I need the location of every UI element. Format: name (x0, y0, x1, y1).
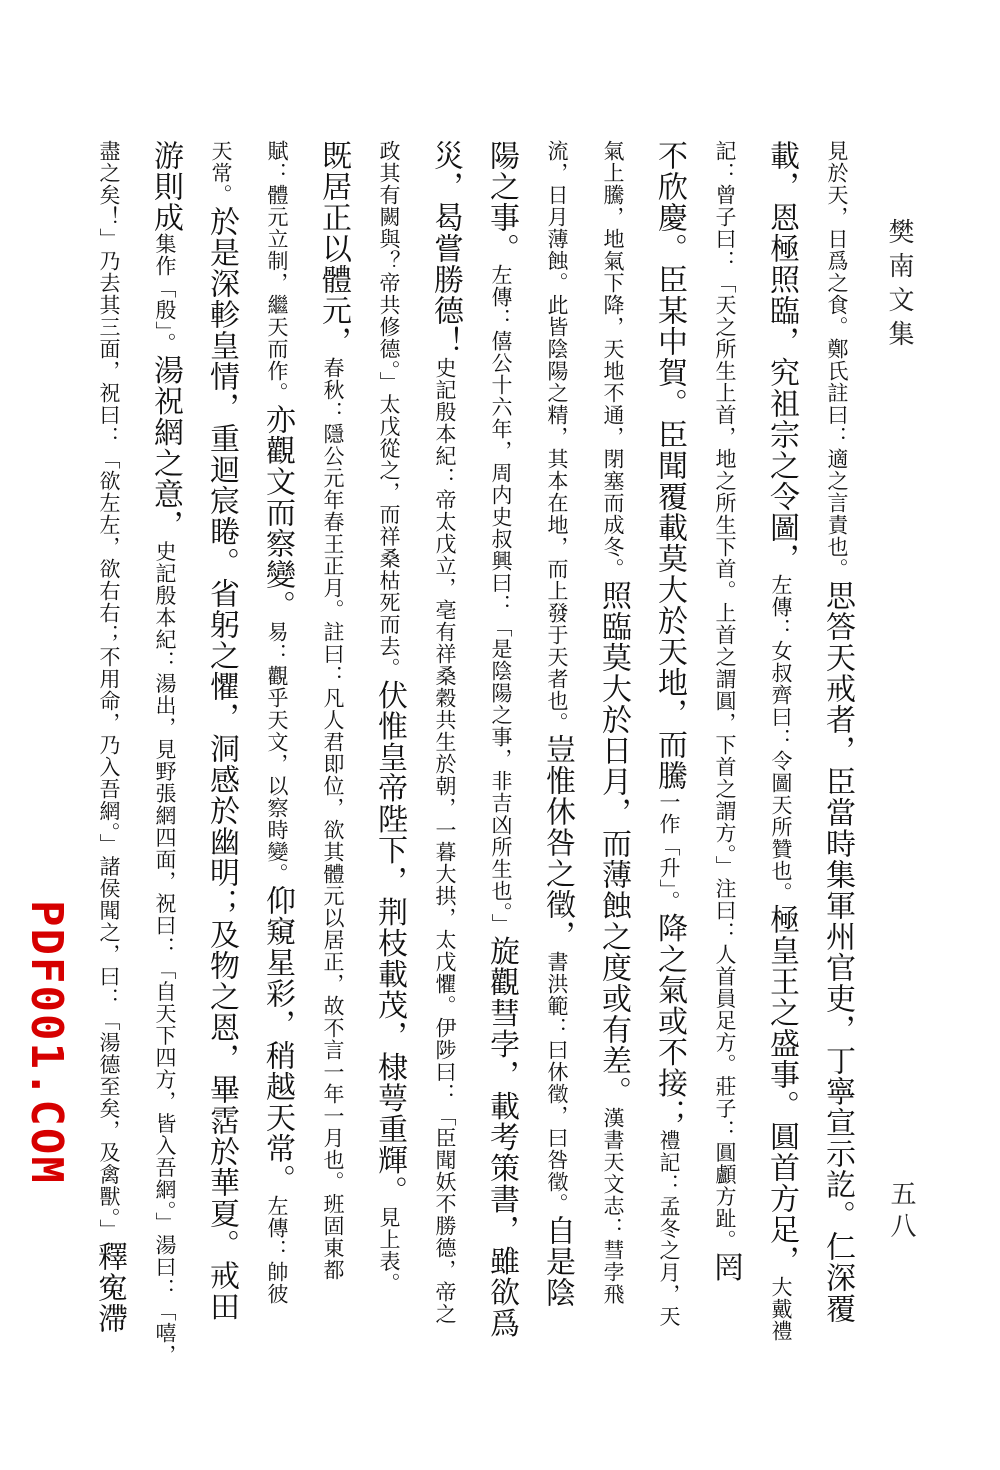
annotation-text: 左傳：帥彼 (265, 1195, 289, 1305)
main-text: 伏惟皇帝陛下，荆枝載茂，棣萼重輝。 (372, 679, 407, 1207)
main-text: 於是深軫皇情，重迴宸睠。省躬之懼，洞感於幽明；及物之恩，畢霑於華夏。戒田 (204, 206, 239, 1322)
annotation-text: 易：觀乎天文，以察時變。 (265, 621, 289, 885)
text-column (305, 140, 361, 1440)
text-column (697, 140, 753, 1440)
text-column (193, 140, 249, 1440)
annotation-text: 一作「升」。 (657, 791, 681, 913)
annotation-text: 流，日月薄蝕。此皆陰陽之精，其本在地，而上發于天者也。 (545, 140, 569, 734)
main-text: 亦觀文而察變。 (260, 404, 295, 621)
main-text: 災，曷嘗勝德！ (428, 140, 463, 357)
annotation-text: 史記殷本紀：湯出，見野張網四面，祝曰：「自天下四方，皆入吾網。」湯曰：「嘻， (153, 540, 177, 1366)
text-column (137, 140, 193, 1440)
main-text: 湯祝網之意， (148, 354, 183, 541)
text-column (809, 140, 865, 1440)
text-column (753, 140, 809, 1440)
annotation-text: 盡之矣！」乃去其三面，祝曰：「欲左左，欲右右；不用命，乃入吾網。」諸侯聞之，曰：「湯德至矣，及禽獸。」 (97, 140, 121, 1241)
text-body (80, 140, 865, 1440)
watermark-text: PDF001.COM (21, 900, 72, 1185)
text-column (585, 140, 641, 1440)
annotation-text: 史記殷本紀：帝太戊立，亳有祥桑穀共生於朝，一暮大拱，太戊懼。伊陟曰：「臣聞妖不勝德，帝之 (433, 357, 457, 1325)
main-text: 極皇王之盛事。圓首方足， (764, 904, 799, 1276)
text-column (529, 140, 585, 1440)
main-text: 載，恩極照臨，究祖宗之令圖， (764, 140, 799, 574)
annotation-text: 左傳：僖公十六年，周内史叔興曰：「是陰陽之事，非吉凶所生也。」 (489, 264, 513, 936)
main-text: 仰窺星彩，稍越天常。 (260, 885, 295, 1195)
main-text: 照臨莫大於日月，而薄蝕之度或有差。 (596, 580, 631, 1107)
main-text: 陽之事。 (484, 140, 519, 264)
annotation-text: 賦：體元立制，繼天而作。 (265, 140, 289, 404)
main-text: 自是陰 (540, 1215, 575, 1308)
annotation-text: 天常。 (209, 140, 233, 206)
annotation-text: 記：曾子曰：「天之所生上首，地之所生下首。上首之謂圓，下首之謂方。」注曰：人首員足方。莊子：圓顱方趾。 (713, 140, 737, 1252)
annotation-text: 書洪範：曰休徵，曰咎徵。 (545, 951, 569, 1215)
main-text: 罔 (708, 1251, 743, 1283)
main-text: 釋寃滯 (92, 1241, 127, 1334)
annotation-text: 集作「殷」。 (153, 233, 177, 355)
main-text: 旋觀彗孛，載考策書，雖欲爲 (484, 935, 519, 1339)
main-text: 思答天戒者，臣當時集軍州官吏，丁寧宣示訖。仁深覆 (820, 580, 855, 1324)
main-text: 降之氣或不接； (652, 912, 687, 1130)
page-number: 五八 (886, 1180, 916, 1244)
annotation-text: 大戴禮 (769, 1276, 793, 1342)
text-column (641, 140, 697, 1440)
main-text: 既居正以體元， (316, 140, 351, 357)
main-text: 游則成 (148, 140, 183, 233)
annotation-text: 政其有闕與？帝共修德。」太戊從之，而祥桑枯死而去。 (377, 140, 401, 680)
text-column (417, 140, 473, 1440)
main-text: 豈惟休咎之徵， (540, 734, 575, 951)
annotation-text: 左傳：女叔齊曰：令圖天所贊也。 (769, 574, 793, 904)
annotation-text: 春秋：隱公元年春王正月。註曰：凡人君即位，欲其體元以居正，故不言一年一月也。班固東都 (321, 357, 345, 1281)
text-column (361, 140, 417, 1440)
annotation-text: 見於天，日爲之食。鄭氏註曰：適之言責也。 (825, 140, 849, 580)
text-column (473, 140, 529, 1440)
text-column (81, 140, 137, 1440)
annotation-text: 氣上騰，地氣下降，天地不通，閉塞而成冬。 (601, 140, 625, 580)
text-column (249, 140, 305, 1440)
annotation-text: 漢書天文志：彗孛飛 (601, 1107, 625, 1305)
book-title: 樊南文集 (884, 218, 914, 354)
annotation-text: 禮記：孟冬之月，天 (657, 1129, 681, 1328)
main-text: 不欣慶。臣某中賀。臣聞覆載莫大於天地，而騰 (652, 140, 687, 791)
annotation-text: 見上表。 (377, 1206, 401, 1295)
